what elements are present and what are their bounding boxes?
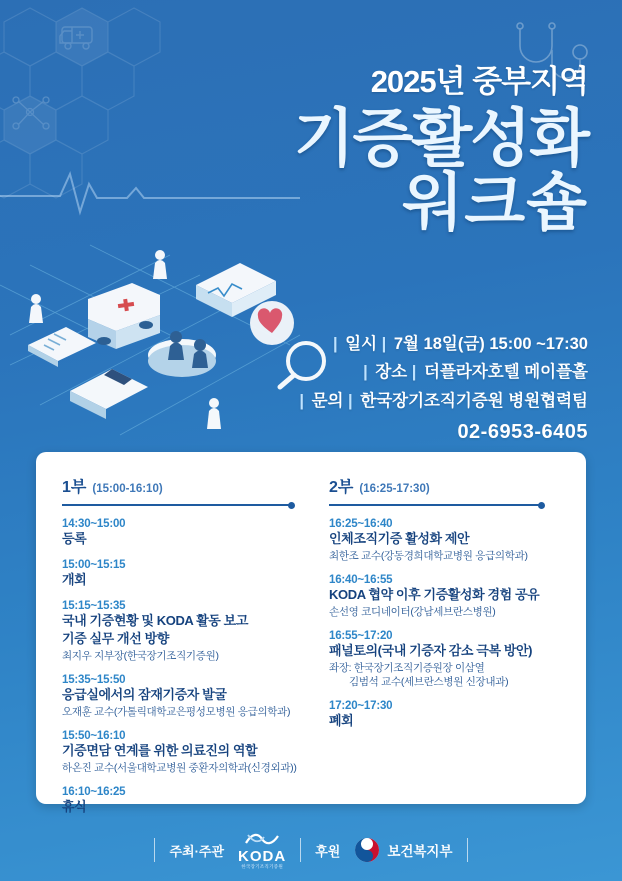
koda-subtitle: 한국장기조직기증원 <box>241 863 283 869</box>
program-part2 <box>311 474 560 788</box>
event-date-label: 일시 <box>345 335 378 353</box>
part2-time-range: (16:25-17:30) <box>359 483 430 495</box>
item-time: 15:35~15:50 <box>62 673 126 686</box>
event-place-value: 더플라자호텔 메이플홀 <box>424 363 588 382</box>
item-time: 15:00~15:15 <box>62 558 126 571</box>
divider-icon: | <box>332 335 338 353</box>
event-info <box>299 330 588 450</box>
program-part1 <box>62 474 311 814</box>
list-item <box>329 630 550 689</box>
list-item <box>62 730 301 775</box>
item-title: 개회 <box>62 571 87 587</box>
event-contact-value: 한국장기조직기증원 병원협력팀 <box>360 391 588 410</box>
event-contact-row <box>299 387 588 415</box>
item-title: 국내 기증현황 및 KODA 활동 보고 <box>62 612 248 628</box>
item-speaker: 최한조 교수(강동경희대학교병원 응급의학과) <box>329 549 528 562</box>
item-time: 17:20~17:30 <box>329 700 393 713</box>
list-item <box>329 518 550 563</box>
item-title: KODA 협약 이후 기증활성화 경험 공유 <box>329 587 540 603</box>
divider-icon: | <box>299 391 304 410</box>
item-title: 기증면담 연계를 위한 의료진의 역할 <box>62 742 258 758</box>
part2-divider <box>329 504 541 506</box>
item-time: 15:15~15:35 <box>62 599 126 612</box>
part1-title: 1부 <box>62 479 87 496</box>
poster-footer <box>0 819 622 881</box>
item-title: 휴식 <box>62 798 87 814</box>
item-time: 16:10~16:25 <box>62 785 126 798</box>
part2-items <box>329 518 550 730</box>
list-item <box>62 600 301 663</box>
item-speaker-second: 김범석 교수(세브란스병원 신장내과) <box>349 676 509 689</box>
footer-divider <box>300 838 301 862</box>
taegeuk-icon <box>354 837 380 863</box>
footer-divider <box>154 838 155 862</box>
footer-divider <box>467 838 468 862</box>
divider-icon: | <box>411 363 417 382</box>
item-speaker: 좌장: 한국장기조직기증원장 이삼열 <box>329 662 485 675</box>
poster-year: 2025년 중부지역 <box>370 64 588 99</box>
part1-heading <box>62 474 301 497</box>
ministry-name: 보건복지부 <box>387 844 453 859</box>
item-time: 15:50~16:10 <box>62 729 126 742</box>
poster-title-line1: 기증활성화 <box>293 104 588 174</box>
event-place-row <box>299 358 588 386</box>
event-date-value: 7월 18일(금) 15:00 ~17:30 <box>393 335 588 353</box>
program-card <box>36 452 586 814</box>
part2-title: 2부 <box>329 479 354 496</box>
item-time: 14:30~15:00 <box>62 518 126 530</box>
item-speaker: 최지우 지부장(한국장기조직기증원) <box>62 649 219 662</box>
divider-icon: | <box>348 391 353 410</box>
event-place-label: 장소 <box>375 363 408 382</box>
part1-time-range: (15:00-16:10) <box>92 483 163 495</box>
part1-divider <box>62 504 291 506</box>
koda-logo <box>238 831 286 870</box>
item-title: 인체조직기증 활성화 제안 <box>329 531 470 546</box>
poster-header <box>293 56 588 238</box>
koda-mark-icon <box>242 831 282 847</box>
item-title: 패널토의(국내 기증자 감소 극복 방안) <box>329 643 533 659</box>
item-time: 16:55~17:20 <box>329 630 393 643</box>
part2-heading <box>329 474 550 497</box>
item-speaker: 손선영 코디네이터(강남세브란스병원) <box>329 605 496 618</box>
item-title: 응급실에서의 잠재기증자 발굴 <box>62 686 227 702</box>
event-phone: 02-6953-6405 <box>457 421 588 444</box>
item-title: 등록 <box>62 531 87 546</box>
list-item <box>329 574 550 619</box>
list-item <box>62 518 301 548</box>
poster-title-line2: 워크숍 <box>402 167 588 238</box>
list-item <box>62 559 301 589</box>
item-speaker: 하온진 교수(서울대학교병원 중환자의학과(신경외과)) <box>62 761 297 774</box>
sponsor-label: 후원 <box>315 843 341 859</box>
item-speaker: 오재훈 교수(가톨릭대학교은평성모병원 응급의학과) <box>62 705 291 718</box>
item-title: 폐회 <box>329 713 354 729</box>
divider-icon: | <box>363 363 368 382</box>
ministry-logo <box>354 837 452 863</box>
item-time: 16:25~16:40 <box>329 518 393 530</box>
host-label: 주최·주관 <box>169 843 225 859</box>
item-title-second-line: 기증 실무 개선 방향 <box>62 630 169 646</box>
list-item <box>329 700 550 730</box>
koda-wordmark: KODA <box>238 847 287 865</box>
event-contact-label: 문의 <box>311 391 344 410</box>
list-item <box>62 786 301 816</box>
part1-items <box>62 518 301 816</box>
list-item <box>62 674 301 719</box>
divider-icon: | <box>381 335 387 353</box>
item-time: 16:40~16:55 <box>329 574 393 587</box>
event-date-row <box>299 330 588 358</box>
